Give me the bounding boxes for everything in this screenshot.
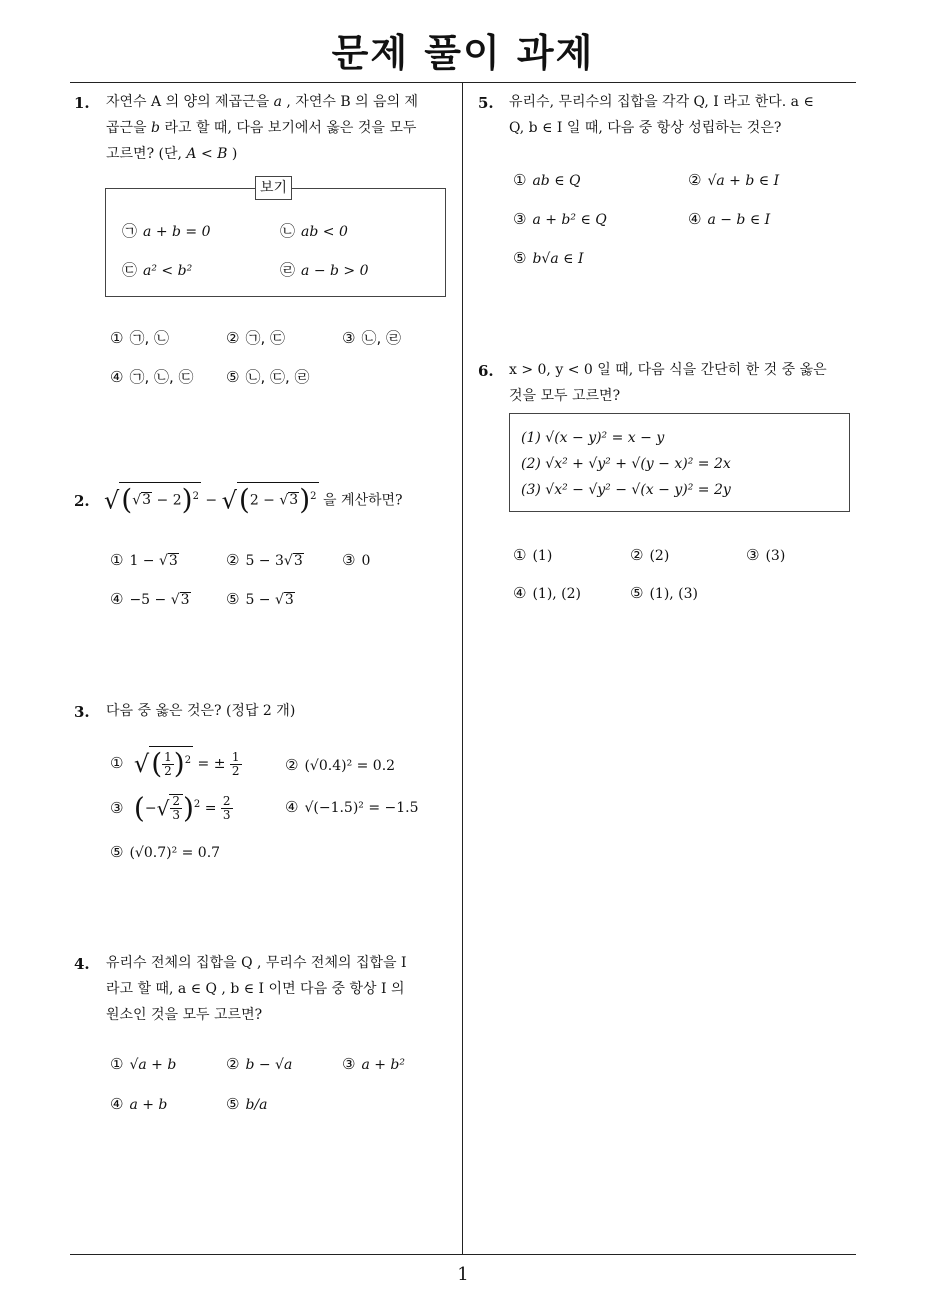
bogi-label: 보기 [255, 176, 292, 200]
choice[interactable]: ① (1) [513, 546, 553, 564]
question-4-number: 4. [74, 955, 90, 973]
choice[interactable]: ③ a + b² ∈ Q [513, 210, 607, 228]
choice[interactable]: ④ √(−1.5)² = −1.5 [285, 798, 419, 816]
choice[interactable]: ④ (1), (2) [513, 584, 582, 602]
choice[interactable]: ⑤ 5 − √3 [226, 590, 294, 608]
question-3-number: 3. [74, 703, 90, 721]
choice[interactable]: ④ a − b ∈ I [688, 210, 771, 228]
q6-statements [521, 425, 731, 503]
question-5-text: 유리수, 무리수의 집합을 각각 Q, I 라고 한다. a ∈ Q, b ∈ I 일 때, 다음 중 항상 성립하는 것은? [509, 94, 814, 136]
choice[interactable]: ② 5 − 3√3 [226, 551, 303, 569]
bogi-item-3: ㉢ a² < b² [122, 261, 193, 279]
choice[interactable]: ① √a + b [110, 1055, 177, 1073]
choice[interactable]: ② (2) [630, 546, 670, 564]
choice[interactable]: ③ (−√ $\frac{2}{3}$ )$^2$ = $\frac{2}{3}$ [110, 791, 231, 825]
bottom-rule [70, 1254, 856, 1255]
page-title: 문제 풀이 과제 [331, 31, 595, 75]
bogi-item-2: ㉡ ab < 0 [280, 222, 348, 240]
question-3-text: 다음 중 옳은 것은? (정답 2 개) [106, 703, 296, 719]
choice[interactable]: ⑤ (1), (3) [630, 584, 699, 602]
choice[interactable]: ② ㉠, ㉢ [226, 329, 285, 347]
question-1-text: 자연수 A 의 양의 제곱근을 a , 자연수 B 의 음의 제 곱근을 b 라고 할 때, 다음 보기에서 옳은 것을 모두 고르면? (단, A < B ) [106, 94, 419, 162]
question-5-number: 5. [478, 94, 494, 112]
choice[interactable]: ① ㉠, ㉡ [110, 329, 169, 347]
choice[interactable]: ② √a + b ∈ I [688, 171, 780, 189]
question-4-text: 유리수 전체의 집합을 Q , 무리수 전체의 집합을 I 라고 할 때, a ∈ Q , b ∈ I 이면 다음 중 항상 I 의 원소인 것을 모두 고르면? [106, 955, 407, 1023]
choice[interactable]: ② b − √a [226, 1055, 293, 1073]
choice[interactable]: ④ −5 − √3 [110, 590, 190, 608]
choice[interactable]: ⑤ ㉡, ㉢, ㉣ [226, 368, 310, 386]
choice[interactable]: ⑤ (√0.7)² = 0.7 [110, 843, 221, 861]
question-6-text: x > 0, y < 0 일 때, 다음 식을 간단히 한 것 중 옳은 것을 모두 고르면? [509, 362, 827, 404]
choice[interactable]: ③ (3) [746, 546, 786, 564]
q6-statement-3: (3) √x² − √y² − √(x − y)² = 2y [521, 482, 731, 498]
bogi-item-1: ㉠ a + b = 0 [122, 222, 211, 240]
q6-statement-1: (1) √(x − y)² = x − y [521, 430, 665, 446]
column-divider [462, 83, 463, 1254]
question-1-number: 1. [74, 94, 90, 112]
choice[interactable]: ③ a + b² [342, 1055, 406, 1073]
choice[interactable]: ⑤ b/a [226, 1095, 268, 1113]
choice[interactable]: ③ 0 [342, 551, 371, 569]
choice[interactable]: ① 1 − √3 [110, 551, 178, 569]
question-6-number: 6. [478, 362, 494, 380]
question-2-number: 2. [74, 492, 90, 510]
choice[interactable]: ④ ㉠, ㉡, ㉢ [110, 368, 194, 386]
bogi-item-4: ㉣ a − b > 0 [280, 261, 369, 279]
page-number: 1 [457, 1264, 469, 1285]
choice[interactable]: ① ab ∈ Q [513, 171, 581, 189]
top-rule [70, 82, 856, 83]
question-2-suffix: 을 계산하면? [322, 492, 403, 509]
q6-statement-2: (2) √x² + √y² + √(y − x)² = 2x [521, 456, 731, 472]
choice[interactable]: ① √( $\frac{1}{2}$ )$^2$ = ± $\frac{1}{2}$ [110, 746, 240, 780]
question-2-expression: $√(√3 - 2)^2 - √(2 - √3)^2$ 을 계산하면? [104, 483, 403, 516]
choice[interactable]: ④ a + b [110, 1095, 168, 1113]
choice[interactable]: ③ ㉡, ㉣ [342, 329, 401, 347]
choice[interactable]: ② (√0.4)² = 0.2 [285, 756, 396, 774]
choice[interactable]: ⑤ b√a ∈ I [513, 249, 584, 267]
